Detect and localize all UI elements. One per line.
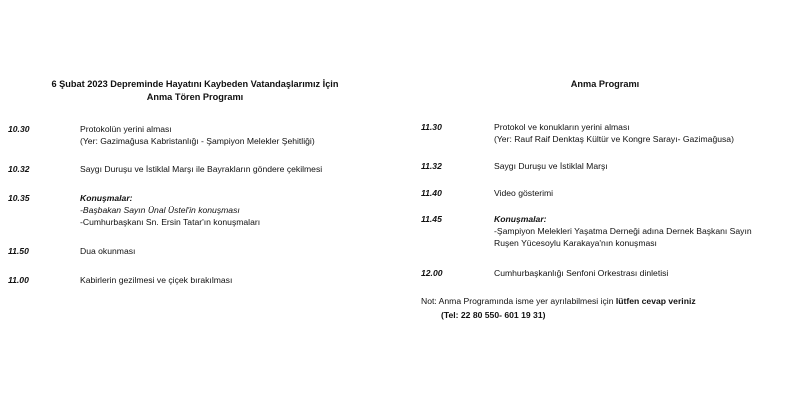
rsvp-note-bold: lütfen cevap veriniz bbox=[615, 296, 696, 306]
item-text: Protokolün yerini alması bbox=[80, 124, 172, 134]
speech-item: -Başbakan Sayın Ünal Üstel'in konuşması bbox=[80, 205, 240, 215]
speech-item: -Şampiyon Melekleri Yaşatma Derneği adına Dernek Başkanı Sayın bbox=[494, 226, 752, 236]
speech-item-cont: Ruşen Yücesoylu Karakaya'nın konuşması bbox=[494, 238, 657, 248]
item-text: Kabirlerin gezilmesi ve çiçek bırakılması bbox=[80, 275, 233, 285]
item-text: Dua okunması bbox=[80, 246, 136, 256]
item-text: Saygı Duruşu ve İstiklal Marşı ile Bayrakların göndere çekilmesi bbox=[80, 164, 323, 174]
speeches-heading: Konuşmalar: bbox=[80, 193, 133, 203]
item-time: 11.00 bbox=[8, 275, 29, 285]
item-time: 10.32 bbox=[8, 164, 30, 174]
item-location: (Yer: Rauf Raif Denktaş Kültür ve Kongre Sarayı- Gazimağusa) bbox=[494, 134, 734, 144]
item-time: 10.30 bbox=[8, 124, 30, 134]
speeches-heading: Konuşmalar: bbox=[494, 214, 547, 224]
item-text: Protokol ve konukların yerini alması bbox=[494, 122, 630, 132]
item-time: 10.35 bbox=[8, 193, 30, 203]
rsvp-note bbox=[421, 294, 696, 308]
left-title bbox=[10, 78, 380, 104]
item-text: Video gösterimi bbox=[494, 188, 554, 198]
item-location bbox=[80, 136, 315, 148]
left-title-line2: Anma Tören Programı bbox=[146, 92, 244, 102]
item-location-text: (Yer: Gazimağusa Kabristanlığı - Şampiyon Melekler Şehitliği) bbox=[80, 136, 315, 146]
item-text: Saygı Duruşu ve İstiklal Marşı bbox=[494, 161, 608, 171]
speech-item: -Cumhurbaşkanı Sn. Ersin Tatar'ın konuşmaları bbox=[80, 217, 261, 227]
item-time: 11.30 bbox=[421, 122, 442, 132]
item-time: 12.00 bbox=[421, 268, 443, 278]
item-text: Cumhurbaşkanlığı Senfoni Orkestrası dinletisi bbox=[494, 268, 669, 278]
item-time: 11.50 bbox=[8, 246, 29, 256]
item-time: 11.32 bbox=[421, 161, 442, 171]
rsvp-note-text: Not: Anma Programında isme yer ayrılabilmesi için bbox=[421, 296, 616, 306]
item-time: 11.45 bbox=[421, 214, 442, 224]
left-title-line1: 6 Şubat 2023 Depreminde Hayatını Kaybeden Vatandaşlarımız İçin bbox=[51, 79, 339, 89]
right-title: Anma Programı bbox=[570, 79, 640, 89]
rsvp-phone: (Tel: 22 80 550- 601 19 31) bbox=[441, 310, 546, 320]
item-time: 11.40 bbox=[421, 188, 442, 198]
